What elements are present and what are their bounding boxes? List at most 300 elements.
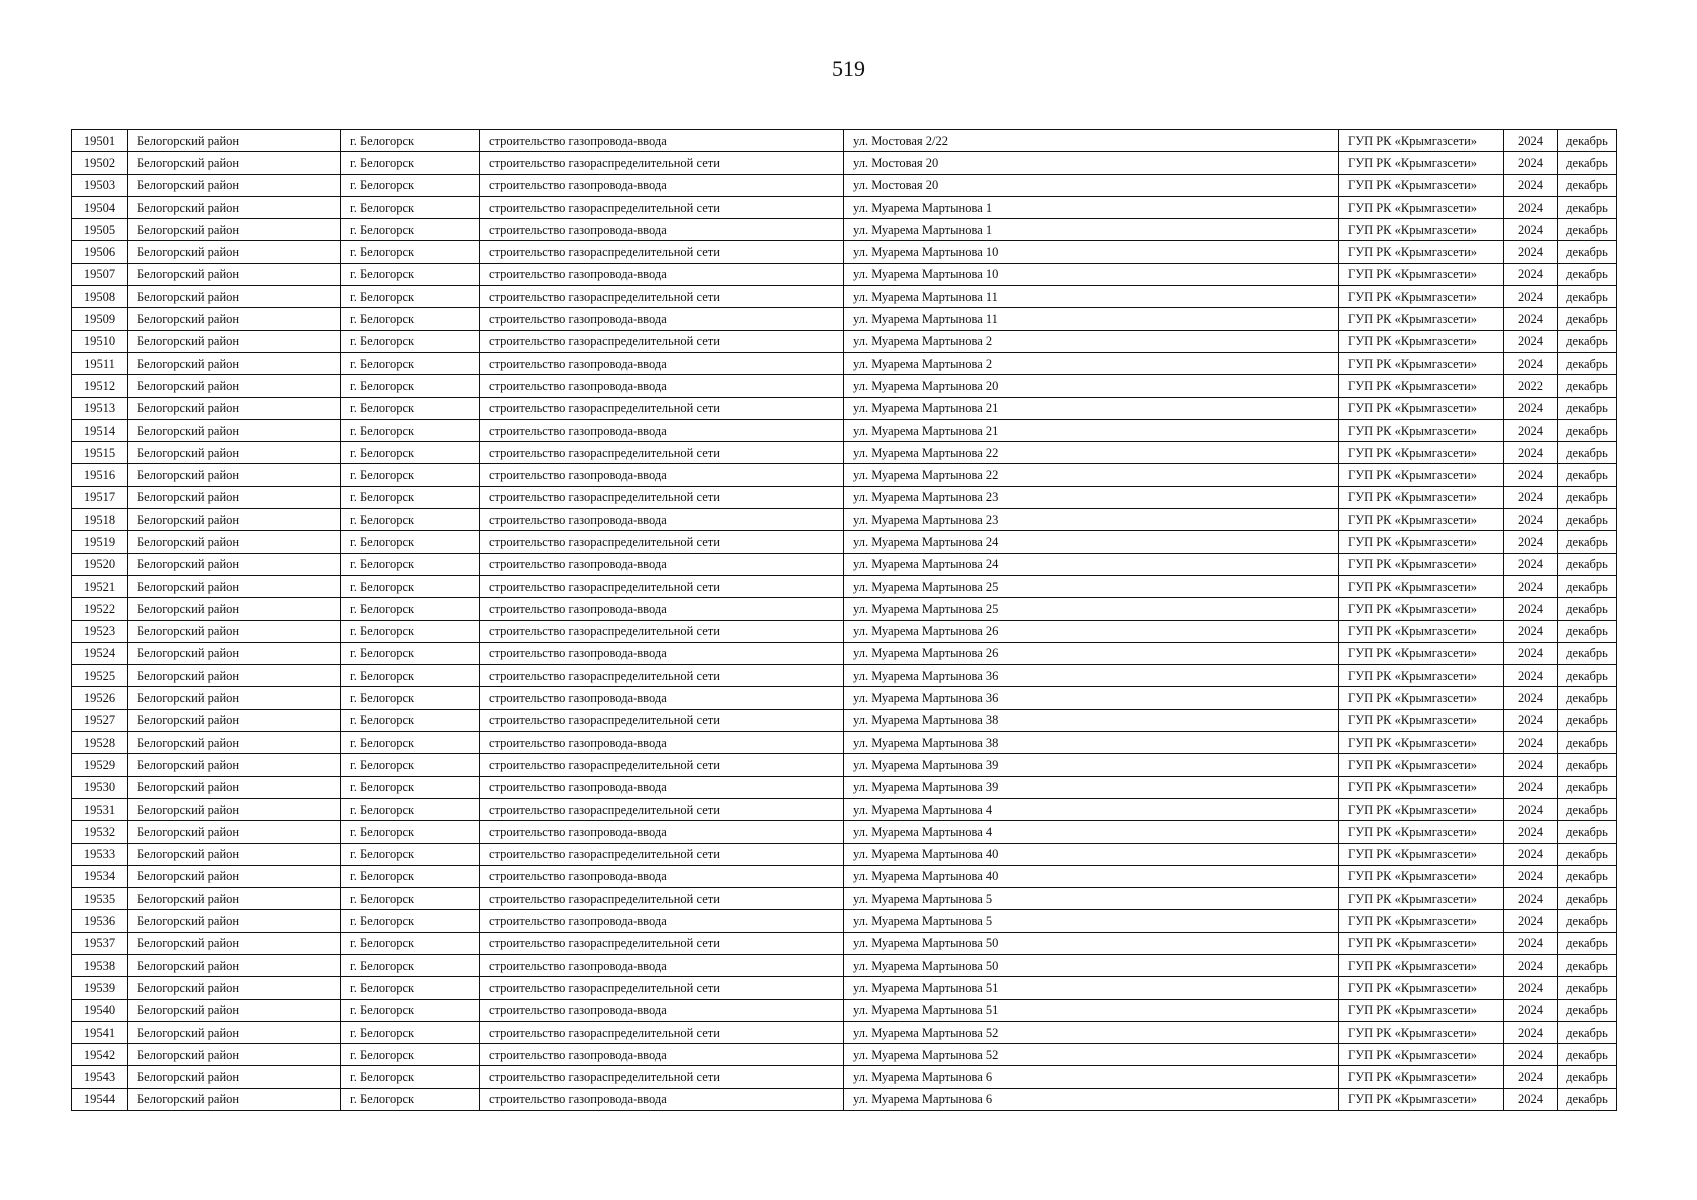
cell-month: декабрь [1558,352,1617,374]
cell-address: ул. Муарема Мартынова 6 [844,1066,1339,1088]
cell-address: ул. Муарема Мартынова 51 [844,999,1339,1021]
cell-work-type: строительство газораспределительной сети [480,932,844,954]
cell-address: ул. Муарема Мартынова 5 [844,910,1339,932]
cell-address: ул. Муарема Мартынова 1 [844,219,1339,241]
cell-city: г. Белогорск [341,687,480,709]
cell-number: 19530 [72,776,128,798]
cell-city: г. Белогорск [341,642,480,664]
cell-work-type: строительство газораспределительной сети [480,486,844,508]
cell-district: Белогорский район [128,620,341,642]
cell-month: декабрь [1558,419,1617,441]
cell-address: ул. Муарема Мартынова 5 [844,888,1339,910]
cell-district: Белогорский район [128,397,341,419]
cell-organization: ГУП РК «Крымгазсети» [1339,1021,1504,1043]
cell-number: 19517 [72,486,128,508]
cell-work-type: строительство газопровода-ввода [480,419,844,441]
cell-address: ул. Муарема Мартынова 26 [844,620,1339,642]
cell-month: декабрь [1558,553,1617,575]
table-row [72,620,1617,642]
cell-district: Белогорский район [128,865,341,887]
cell-month: декабрь [1558,598,1617,620]
cell-work-type: строительство газораспределительной сети [480,1021,844,1043]
table-row [72,419,1617,441]
table-row [72,152,1617,174]
cell-work-type: строительство газопровода-ввода [480,352,844,374]
cell-district: Белогорский район [128,553,341,575]
cell-month: декабрь [1558,464,1617,486]
cell-district: Белогорский район [128,999,341,1021]
cell-work-type: строительство газораспределительной сети [480,1066,844,1088]
cell-month: декабрь [1558,665,1617,687]
table-row [72,263,1617,285]
table-row [72,1088,1617,1110]
cell-month: декабрь [1558,709,1617,731]
cell-year: 2024 [1504,954,1558,976]
cell-number: 19537 [72,932,128,954]
cell-district: Белогорский район [128,219,341,241]
cell-organization: ГУП РК «Крымгазсети» [1339,843,1504,865]
cell-address: ул. Мостовая 20 [844,152,1339,174]
cell-year: 2024 [1504,888,1558,910]
cell-city: г. Белогорск [341,1088,480,1110]
cell-organization: ГУП РК «Крымгазсети» [1339,999,1504,1021]
cell-address: ул. Муарема Мартынова 10 [844,241,1339,263]
cell-organization: ГУП РК «Крымгазсети» [1339,687,1504,709]
cell-work-type: строительство газопровода-ввода [480,999,844,1021]
cell-number: 19512 [72,375,128,397]
cell-month: декабрь [1558,977,1617,999]
cell-year: 2024 [1504,196,1558,218]
cell-address: ул. Муарема Мартынова 40 [844,843,1339,865]
cell-work-type: строительство газораспределительной сети [480,241,844,263]
cell-number: 19515 [72,442,128,464]
cell-organization: ГУП РК «Крымгазсети» [1339,798,1504,820]
cell-month: декабрь [1558,375,1617,397]
cell-organization: ГУП РК «Крымгазсети» [1339,977,1504,999]
cell-address: ул. Муарема Мартынова 50 [844,932,1339,954]
table-row [72,977,1617,999]
cell-district: Белогорский район [128,174,341,196]
cell-year: 2024 [1504,152,1558,174]
cell-month: декабрь [1558,620,1617,642]
cell-number: 19523 [72,620,128,642]
cell-work-type: строительство газопровода-ввода [480,776,844,798]
cell-organization: ГУП РК «Крымгазсети» [1339,553,1504,575]
cell-city: г. Белогорск [341,375,480,397]
cell-number: 19522 [72,598,128,620]
cell-year: 2024 [1504,843,1558,865]
cell-district: Белогорский район [128,352,341,374]
cell-year: 2024 [1504,1088,1558,1110]
table-row [72,865,1617,887]
cell-address: ул. Муарема Мартынова 11 [844,286,1339,308]
cell-organization: ГУП РК «Крымгазсети» [1339,888,1504,910]
cell-city: г. Белогорск [341,553,480,575]
cell-district: Белогорский район [128,888,341,910]
cell-work-type: строительство газораспределительной сети [480,575,844,597]
cell-district: Белогорский район [128,954,341,976]
cell-month: декабрь [1558,798,1617,820]
cell-city: г. Белогорск [341,798,480,820]
cell-number: 19526 [72,687,128,709]
cell-number: 19513 [72,397,128,419]
table-row [72,1066,1617,1088]
cell-organization: ГУП РК «Крымгазсети» [1339,776,1504,798]
cell-number: 19524 [72,642,128,664]
cell-address: ул. Муарема Мартынова 24 [844,531,1339,553]
cell-year: 2024 [1504,263,1558,285]
cell-address: ул. Муарема Мартынова 2 [844,330,1339,352]
cell-number: 19518 [72,509,128,531]
cell-year: 2024 [1504,397,1558,419]
table-row [72,1044,1617,1066]
cell-month: декабрь [1558,219,1617,241]
table-row [72,932,1617,954]
table-row [72,954,1617,976]
cell-district: Белогорский район [128,442,341,464]
table-row [72,598,1617,620]
cell-organization: ГУП РК «Крымгазсети» [1339,932,1504,954]
cell-month: декабрь [1558,442,1617,464]
table-row [72,910,1617,932]
cell-number: 19516 [72,464,128,486]
table-row [72,219,1617,241]
cell-address: ул. Муарема Мартынова 21 [844,397,1339,419]
cell-number: 19527 [72,709,128,731]
cell-month: декабрь [1558,687,1617,709]
cell-number: 19504 [72,196,128,218]
cell-address: ул. Муарема Мартынова 21 [844,419,1339,441]
cell-organization: ГУП РК «Крымгазсети» [1339,709,1504,731]
cell-organization: ГУП РК «Крымгазсети» [1339,642,1504,664]
table-row [72,1021,1617,1043]
cell-year: 2022 [1504,375,1558,397]
cell-month: декабрь [1558,509,1617,531]
cell-organization: ГУП РК «Крымгазсети» [1339,598,1504,620]
cell-number: 19540 [72,999,128,1021]
cell-work-type: строительство газопровода-ввода [480,553,844,575]
cell-work-type: строительство газопровода-ввода [480,219,844,241]
cell-month: декабрь [1558,130,1617,152]
cell-number: 19510 [72,330,128,352]
cell-year: 2024 [1504,598,1558,620]
cell-number: 19532 [72,821,128,843]
cell-city: г. Белогорск [341,1044,480,1066]
cell-district: Белогорский район [128,241,341,263]
cell-address: ул. Муарема Мартынова 39 [844,754,1339,776]
cell-month: декабрь [1558,575,1617,597]
cell-work-type: строительство газораспределительной сети [480,843,844,865]
table-row [72,509,1617,531]
cell-number: 19536 [72,910,128,932]
cell-city: г. Белогорск [341,330,480,352]
table-row [72,531,1617,553]
cell-organization: ГУП РК «Крымгазсети» [1339,442,1504,464]
cell-work-type: строительство газопровода-ввода [480,865,844,887]
cell-month: декабрь [1558,732,1617,754]
cell-district: Белогорский район [128,575,341,597]
cell-city: г. Белогорск [341,732,480,754]
cell-district: Белогорский район [128,375,341,397]
table-row [72,464,1617,486]
cell-address: ул. Муарема Мартынова 22 [844,442,1339,464]
cell-work-type: строительство газораспределительной сети [480,888,844,910]
table-row [72,308,1617,330]
cell-city: г. Белогорск [341,821,480,843]
cell-city: г. Белогорск [341,419,480,441]
cell-year: 2024 [1504,932,1558,954]
cell-city: г. Белогорск [341,575,480,597]
cell-district: Белогорский район [128,330,341,352]
cell-number: 19525 [72,665,128,687]
cell-work-type: строительство газораспределительной сети [480,798,844,820]
cell-number: 19502 [72,152,128,174]
table-row [72,798,1617,820]
cell-month: декабрь [1558,196,1617,218]
cell-district: Белогорский район [128,308,341,330]
cell-year: 2024 [1504,330,1558,352]
cell-city: г. Белогорск [341,665,480,687]
table-row [72,821,1617,843]
cell-month: декабрь [1558,152,1617,174]
cell-district: Белогорский район [128,130,341,152]
cell-district: Белогорский район [128,665,341,687]
cell-organization: ГУП РК «Крымгазсети» [1339,1088,1504,1110]
cell-district: Белогорский район [128,196,341,218]
cell-organization: ГУП РК «Крымгазсети» [1339,263,1504,285]
cell-number: 19505 [72,219,128,241]
table-row [72,642,1617,664]
cell-work-type: строительство газопровода-ввода [480,732,844,754]
cell-month: декабрь [1558,932,1617,954]
cell-district: Белогорский район [128,754,341,776]
cell-organization: ГУП РК «Крымгазсети» [1339,130,1504,152]
cell-number: 19507 [72,263,128,285]
cell-address: ул. Мостовая 20 [844,174,1339,196]
cell-city: г. Белогорск [341,464,480,486]
cell-address: ул. Муарема Мартынова 40 [844,865,1339,887]
cell-month: декабрь [1558,1021,1617,1043]
cell-city: г. Белогорск [341,442,480,464]
cell-city: г. Белогорск [341,1066,480,1088]
cell-month: декабрь [1558,865,1617,887]
cell-organization: ГУП РК «Крымгазсети» [1339,219,1504,241]
cell-month: декабрь [1558,642,1617,664]
cell-year: 2024 [1504,419,1558,441]
cell-month: декабрь [1558,397,1617,419]
cell-organization: ГУП РК «Крымгазсети» [1339,486,1504,508]
cell-work-type: строительство газораспределительной сети [480,709,844,731]
cell-address: ул. Муарема Мартынова 11 [844,308,1339,330]
cell-number: 19521 [72,575,128,597]
cell-month: декабрь [1558,286,1617,308]
cell-district: Белогорский район [128,531,341,553]
table-row [72,486,1617,508]
cell-city: г. Белогорск [341,954,480,976]
cell-address: ул. Муарема Мартынова 50 [844,954,1339,976]
cell-month: декабрь [1558,174,1617,196]
cell-number: 19535 [72,888,128,910]
cell-address: ул. Муарема Мартынова 52 [844,1044,1339,1066]
cell-address: ул. Муарема Мартынова 4 [844,798,1339,820]
cell-district: Белогорский район [128,486,341,508]
cell-year: 2024 [1504,709,1558,731]
cell-district: Белогорский район [128,419,341,441]
cell-address: ул. Муарема Мартынова 10 [844,263,1339,285]
cell-city: г. Белогорск [341,776,480,798]
cell-city: г. Белогорск [341,509,480,531]
cell-year: 2024 [1504,798,1558,820]
cell-work-type: строительство газопровода-ввода [480,464,844,486]
cell-year: 2024 [1504,442,1558,464]
cell-organization: ГУП РК «Крымгазсети» [1339,531,1504,553]
cell-work-type: строительство газораспределительной сети [480,754,844,776]
cell-year: 2024 [1504,509,1558,531]
cell-number: 19514 [72,419,128,441]
cell-year: 2024 [1504,130,1558,152]
cell-year: 2024 [1504,910,1558,932]
cell-year: 2024 [1504,687,1558,709]
cell-work-type: строительство газораспределительной сети [480,665,844,687]
cell-year: 2024 [1504,642,1558,664]
cell-month: декабрь [1558,263,1617,285]
cell-organization: ГУП РК «Крымгазсети» [1339,865,1504,887]
cell-district: Белогорский район [128,1088,341,1110]
cell-month: декабрь [1558,776,1617,798]
cell-month: декабрь [1558,330,1617,352]
cell-city: г. Белогорск [341,932,480,954]
cell-work-type: строительство газораспределительной сети [480,620,844,642]
cell-month: декабрь [1558,954,1617,976]
cell-organization: ГУП РК «Крымгазсети» [1339,241,1504,263]
cell-year: 2024 [1504,620,1558,642]
cell-month: декабрь [1558,241,1617,263]
cell-year: 2024 [1504,665,1558,687]
cell-district: Белогорский район [128,910,341,932]
cell-work-type: строительство газораспределительной сети [480,152,844,174]
cell-year: 2024 [1504,241,1558,263]
cell-city: г. Белогорск [341,754,480,776]
table-row [72,665,1617,687]
cell-organization: ГУП РК «Крымгазсети» [1339,910,1504,932]
cell-work-type: строительство газопровода-ввода [480,263,844,285]
table-row [72,397,1617,419]
cell-year: 2024 [1504,1021,1558,1043]
cell-address: ул. Муарема Мартынова 36 [844,687,1339,709]
cell-number: 19503 [72,174,128,196]
cell-number: 19528 [72,732,128,754]
cell-city: г. Белогорск [341,598,480,620]
cell-year: 2024 [1504,531,1558,553]
cell-month: декабрь [1558,1066,1617,1088]
cell-city: г. Белогорск [341,843,480,865]
cell-number: 19544 [72,1088,128,1110]
cell-address: ул. Муарема Мартынова 20 [844,375,1339,397]
cell-work-type: строительство газопровода-ввода [480,642,844,664]
cell-district: Белогорский район [128,776,341,798]
cell-work-type: строительство газопровода-ввода [480,687,844,709]
cell-city: г. Белогорск [341,888,480,910]
cell-number: 19519 [72,531,128,553]
cell-city: г. Белогорск [341,709,480,731]
cell-work-type: строительство газораспределительной сети [480,442,844,464]
cell-city: г. Белогорск [341,397,480,419]
cell-organization: ГУП РК «Крымгазсети» [1339,397,1504,419]
cell-city: г. Белогорск [341,1021,480,1043]
cell-address: ул. Муарема Мартынова 26 [844,642,1339,664]
cell-number: 19541 [72,1021,128,1043]
cell-district: Белогорский район [128,1044,341,1066]
cell-year: 2024 [1504,486,1558,508]
cell-district: Белогорский район [128,152,341,174]
table-row [72,575,1617,597]
cell-organization: ГУП РК «Крымгазсети» [1339,754,1504,776]
cell-address: ул. Муарема Мартынова 39 [844,776,1339,798]
table-row [72,709,1617,731]
cell-work-type: строительство газопровода-ввода [480,1088,844,1110]
cell-city: г. Белогорск [341,620,480,642]
cell-organization: ГУП РК «Крымгазсети» [1339,152,1504,174]
cell-address: ул. Муарема Мартынова 23 [844,509,1339,531]
cell-district: Белогорский район [128,732,341,754]
cell-month: декабрь [1558,910,1617,932]
cell-city: г. Белогорск [341,263,480,285]
table-row [72,553,1617,575]
cell-address: ул. Муарема Мартынова 24 [844,553,1339,575]
cell-address: ул. Муарема Мартынова 38 [844,732,1339,754]
cell-work-type: строительство газопровода-ввода [480,174,844,196]
cell-work-type: строительство газопровода-ввода [480,910,844,932]
cell-address: ул. Муарема Мартынова 23 [844,486,1339,508]
cell-address: ул. Муарема Мартынова 1 [844,196,1339,218]
cell-organization: ГУП РК «Крымгазсети» [1339,375,1504,397]
cell-month: декабрь [1558,754,1617,776]
cell-number: 19538 [72,954,128,976]
cell-address: ул. Муарема Мартынова 52 [844,1021,1339,1043]
cell-organization: ГУП РК «Крымгазсети» [1339,620,1504,642]
cell-address: ул. Муарема Мартынова 51 [844,977,1339,999]
cell-number: 19506 [72,241,128,263]
cell-organization: ГУП РК «Крымгазсети» [1339,732,1504,754]
cell-city: г. Белогорск [341,219,480,241]
table-row [72,843,1617,865]
cell-work-type: строительство газопровода-ввода [480,308,844,330]
cell-organization: ГУП РК «Крымгазсети» [1339,1044,1504,1066]
cell-month: декабрь [1558,531,1617,553]
cell-city: г. Белогорск [341,152,480,174]
cell-district: Белогорский район [128,598,341,620]
cell-work-type: строительство газораспределительной сети [480,397,844,419]
cell-address: ул. Муарема Мартынова 25 [844,575,1339,597]
cell-number: 19520 [72,553,128,575]
cell-address: ул. Мостовая 2/22 [844,130,1339,152]
cell-work-type: строительство газопровода-ввода [480,375,844,397]
cell-city: г. Белогорск [341,174,480,196]
cell-number: 19511 [72,352,128,374]
cell-year: 2024 [1504,865,1558,887]
cell-city: г. Белогорск [341,486,480,508]
cell-year: 2024 [1504,821,1558,843]
cell-organization: ГУП РК «Крымгазсети» [1339,174,1504,196]
cell-city: г. Белогорск [341,999,480,1021]
table-row [72,286,1617,308]
cell-work-type: строительство газораспределительной сети [480,286,844,308]
cell-number: 19542 [72,1044,128,1066]
cell-city: г. Белогорск [341,241,480,263]
cell-year: 2024 [1504,754,1558,776]
cell-month: декабрь [1558,486,1617,508]
cell-city: г. Белогорск [341,286,480,308]
